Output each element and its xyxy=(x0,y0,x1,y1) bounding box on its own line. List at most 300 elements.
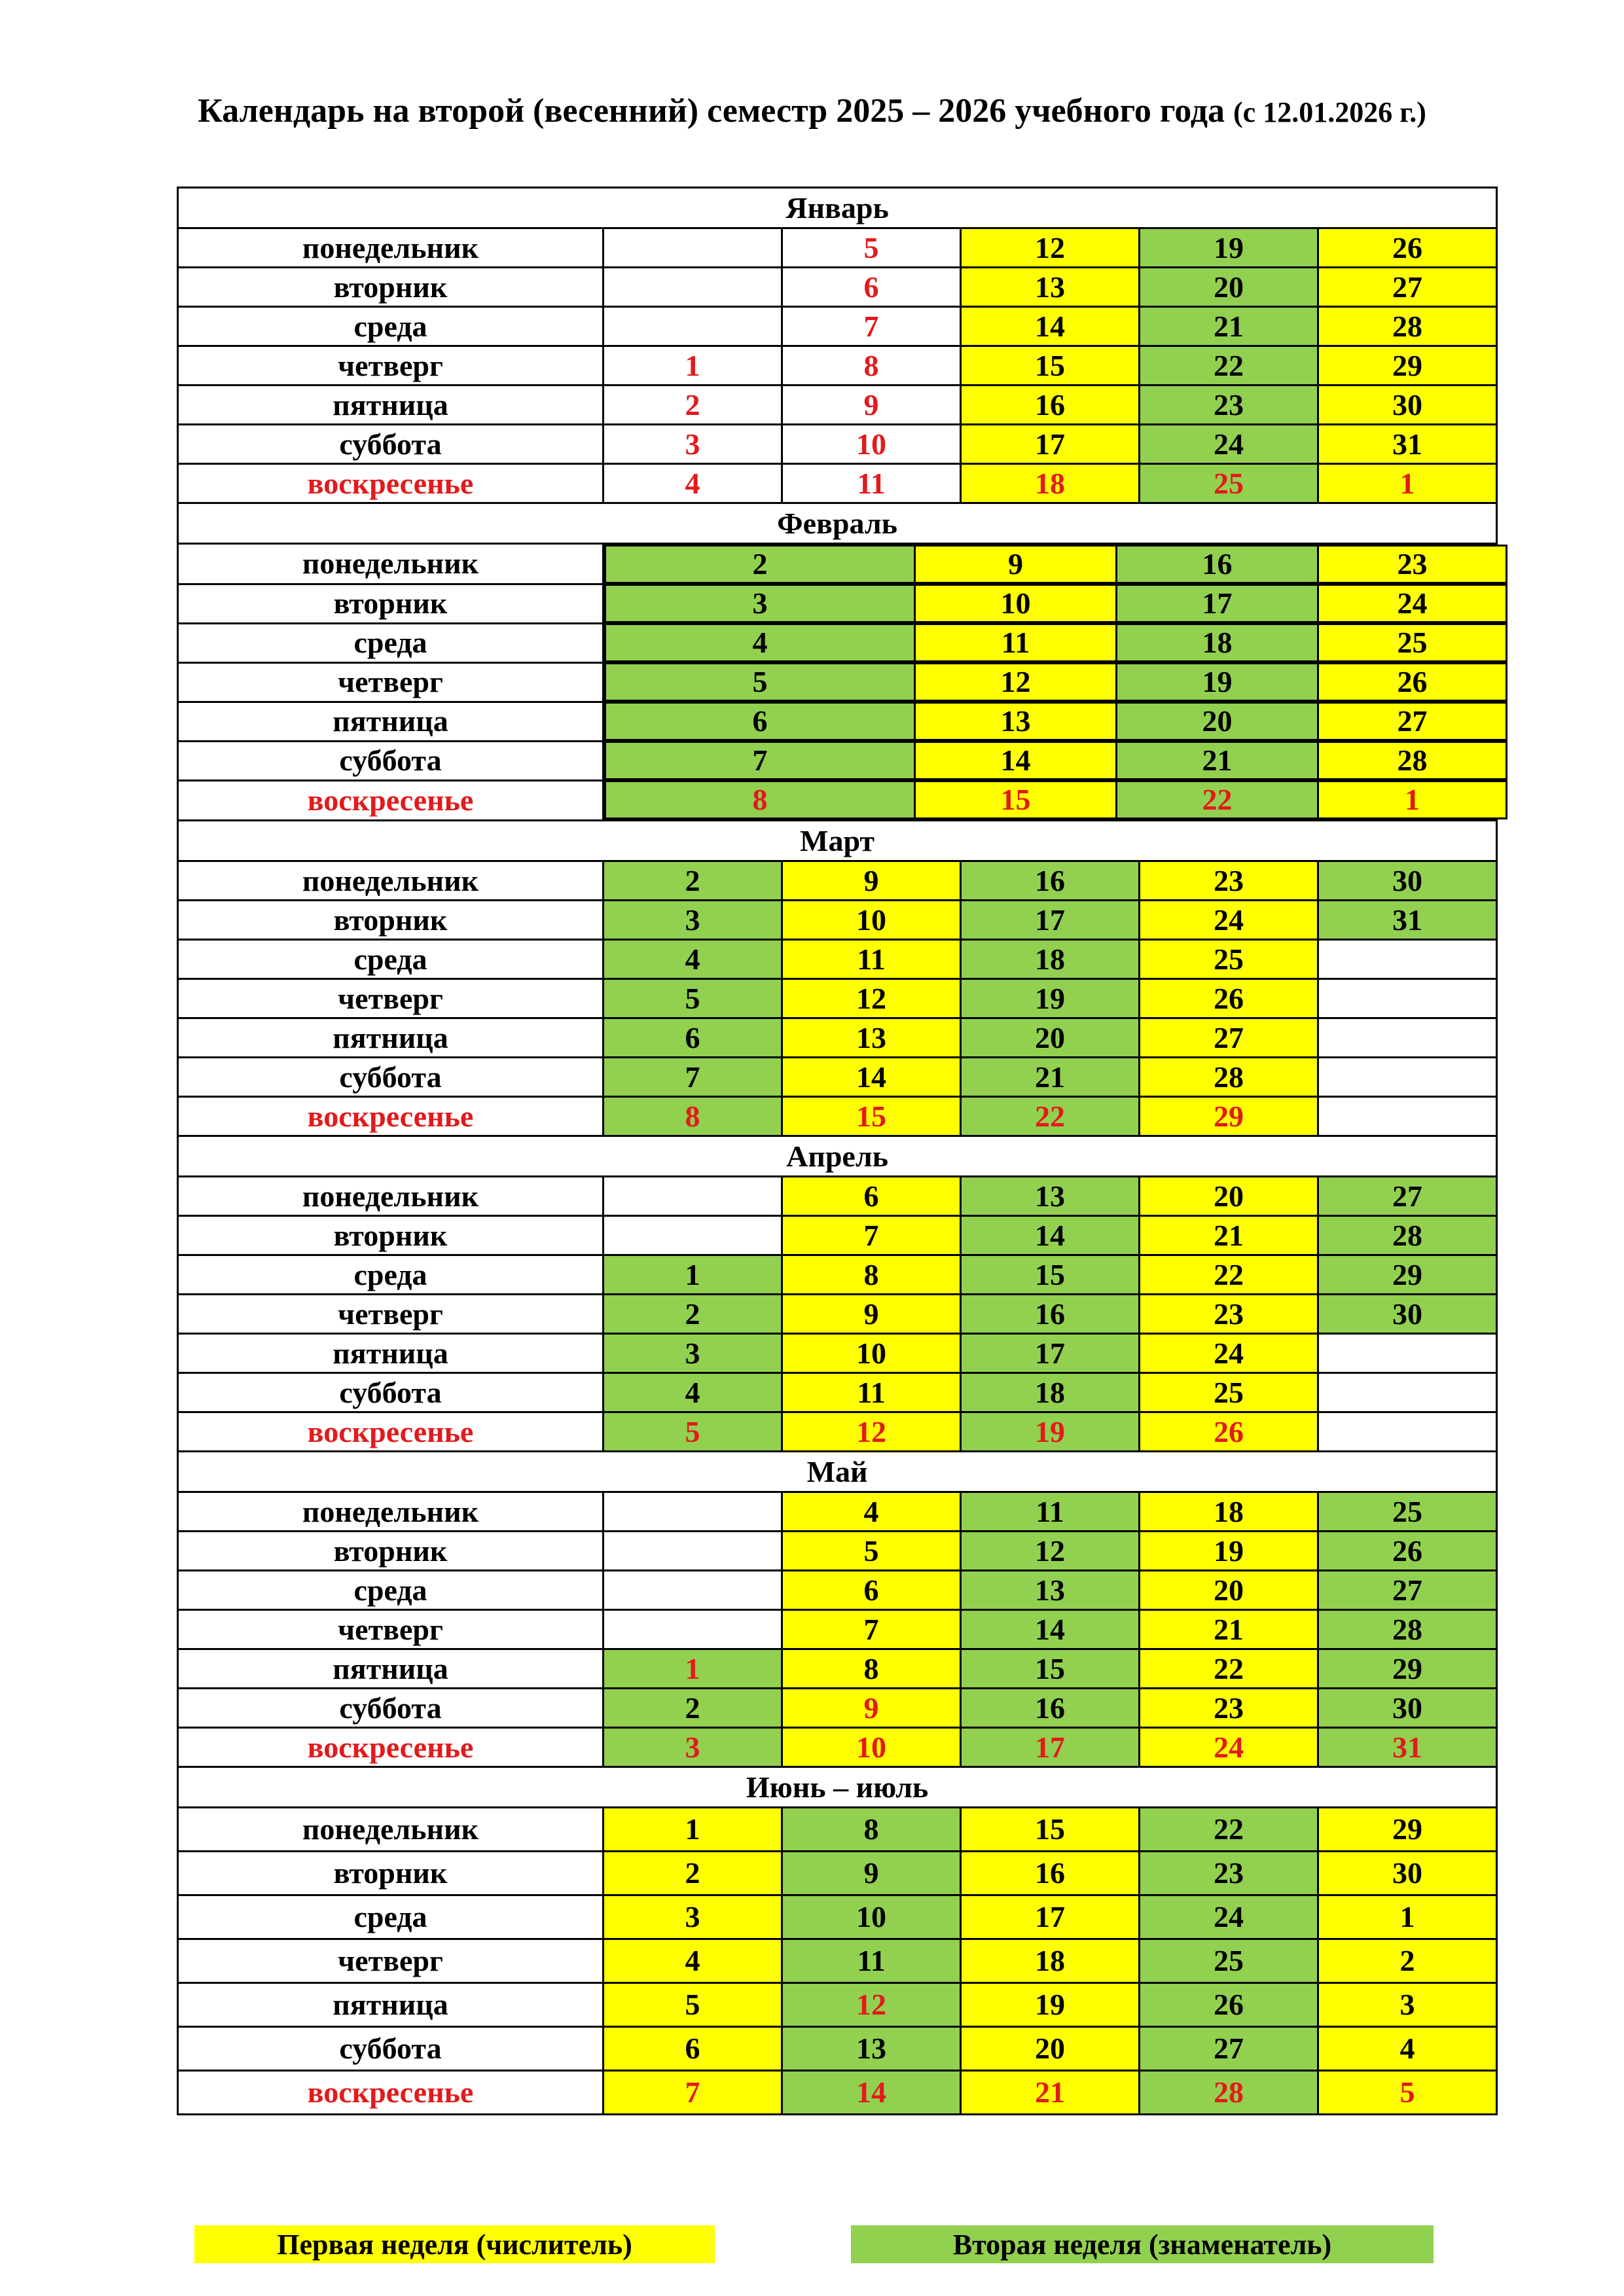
date-cell: 19 xyxy=(1140,228,1318,268)
date-cell: 26 xyxy=(1318,228,1497,268)
week-group-table xyxy=(604,702,1507,741)
date-cell: 17 xyxy=(961,901,1140,940)
day-row xyxy=(178,979,1497,1018)
date-cell: 29 xyxy=(1318,346,1497,386)
date-cell: 31 xyxy=(1318,901,1497,940)
day-row xyxy=(178,1983,1497,2027)
date-cell: 17 xyxy=(961,425,1140,464)
date-cell: 30 xyxy=(1318,386,1497,425)
date-cell: 19 xyxy=(961,979,1140,1018)
week-group-table xyxy=(604,623,1507,662)
date-cell: 16 xyxy=(961,861,1140,901)
weekday-label: четверг xyxy=(178,979,604,1018)
day-row xyxy=(178,464,1497,503)
date-cell: 26 xyxy=(1140,1983,1318,2027)
date-cell: 3 xyxy=(604,1334,782,1373)
date-cell: 4 xyxy=(604,940,782,979)
day-row xyxy=(178,584,1497,623)
date-cell: 8 xyxy=(782,1649,961,1689)
date-cell: 18 xyxy=(961,1939,1140,1983)
date-cell: 1 xyxy=(1318,464,1497,503)
day-row xyxy=(178,662,1497,702)
date-cell: 22 xyxy=(1140,1255,1318,1295)
date-cell: 13 xyxy=(961,268,1140,307)
date-cell: 24 xyxy=(1140,1895,1318,1939)
date-cell: 20 xyxy=(961,1018,1140,1058)
weekday-label: среда xyxy=(178,623,604,662)
day-row xyxy=(178,1610,1497,1649)
date-cell: 22 xyxy=(1140,346,1318,386)
day-row xyxy=(178,1808,1497,1852)
date-cell: 10 xyxy=(782,425,961,464)
date-cell: 19 xyxy=(961,1983,1140,2027)
date-cell: 26 xyxy=(1318,1532,1497,1571)
day-row xyxy=(178,1412,1497,1452)
date-cell: 21 xyxy=(1140,307,1318,346)
date-cell: 27 xyxy=(1318,1571,1497,1610)
week-group-row xyxy=(605,664,1507,701)
month-title: Февраль xyxy=(178,503,1497,544)
date-cell: 20 xyxy=(1140,268,1318,307)
date-cell: 23 xyxy=(1140,1852,1318,1895)
weekday-label: суббота xyxy=(178,425,604,464)
date-cell: 25 xyxy=(1140,940,1318,979)
date-cell: 13 xyxy=(961,1571,1140,1610)
date-cell: 5 xyxy=(782,1532,961,1571)
date-cell: 24 xyxy=(1140,1334,1318,1373)
date-cell: 21 xyxy=(961,1058,1140,1097)
date-cell: 8 xyxy=(782,346,961,386)
day-row xyxy=(178,1058,1497,1097)
date-cell: 3 xyxy=(604,901,782,940)
weekday-label: среда xyxy=(178,1571,604,1610)
date-cell: 12 xyxy=(915,664,1117,701)
week-group-row xyxy=(605,585,1507,622)
date-cell: 22 xyxy=(1140,1649,1318,1689)
weekday-label: вторник xyxy=(178,1532,604,1571)
date-cell: 1 xyxy=(604,1255,782,1295)
day-row xyxy=(178,346,1497,386)
date-cell: 6 xyxy=(605,703,915,740)
date-cell: 18 xyxy=(961,464,1140,503)
date-cell xyxy=(1318,1018,1497,1058)
weekday-label: вторник xyxy=(178,1216,604,1255)
date-cell xyxy=(604,1571,782,1610)
date-cell: 9 xyxy=(782,386,961,425)
date-cell: 13 xyxy=(915,703,1117,740)
date-cell: 17 xyxy=(961,1895,1140,1939)
weekday-label: четверг xyxy=(178,346,604,386)
day-row xyxy=(178,386,1497,425)
date-cell: 12 xyxy=(782,1983,961,2027)
date-cell: 7 xyxy=(782,1216,961,1255)
date-cell: 16 xyxy=(961,1295,1140,1334)
month-header-row xyxy=(178,188,1497,228)
day-row xyxy=(178,940,1497,979)
date-cell: 21 xyxy=(961,2071,1140,2115)
date-cell: 12 xyxy=(961,228,1140,268)
date-cell: 18 xyxy=(1117,624,1318,662)
day-row xyxy=(178,780,1497,821)
date-cell: 30 xyxy=(1318,1852,1497,1895)
date-cell: 1 xyxy=(604,1649,782,1689)
date-cell: 22 xyxy=(961,1097,1140,1136)
day-row xyxy=(178,741,1497,780)
day-row xyxy=(178,1255,1497,1295)
week-group xyxy=(604,544,1497,584)
day-row xyxy=(178,2071,1497,2115)
day-row xyxy=(178,1216,1497,1255)
date-cell: 31 xyxy=(1318,1728,1497,1767)
month-header-row xyxy=(178,1767,1497,1808)
date-cell: 28 xyxy=(1318,742,1507,780)
date-cell: 28 xyxy=(1318,307,1497,346)
date-cell: 5 xyxy=(782,228,961,268)
week-group-table xyxy=(604,741,1507,780)
date-cell: 3 xyxy=(1318,1983,1497,2027)
date-cell: 2 xyxy=(604,1852,782,1895)
date-cell: 9 xyxy=(782,861,961,901)
date-cell: 3 xyxy=(605,585,915,622)
day-row xyxy=(178,2027,1497,2071)
weekday-label: пятница xyxy=(178,1649,604,1689)
weekday-label: пятница xyxy=(178,1018,604,1058)
date-cell xyxy=(604,268,782,307)
weekday-label: суббота xyxy=(178,1373,604,1412)
weekday-label: среда xyxy=(178,940,604,979)
date-cell xyxy=(604,1216,782,1255)
legend-first-week-label: Первая неделя (числитель) xyxy=(277,2228,632,2261)
week-group-table xyxy=(604,584,1507,623)
month-header-row xyxy=(178,1452,1497,1492)
date-cell: 17 xyxy=(1117,585,1318,622)
title-main: Календарь на второй (весенний) семестр 2025 – 2026 учебного года xyxy=(198,92,1225,130)
date-cell: 12 xyxy=(782,979,961,1018)
date-cell: 12 xyxy=(961,1532,1140,1571)
date-cell: 25 xyxy=(1140,1373,1318,1412)
weekday-label: вторник xyxy=(178,584,604,623)
date-cell xyxy=(604,307,782,346)
date-cell: 23 xyxy=(1318,546,1507,583)
week-group-row xyxy=(605,546,1507,583)
weekday-label: четверг xyxy=(178,1939,604,1983)
week-group xyxy=(604,780,1497,821)
date-cell: 23 xyxy=(1140,1295,1318,1334)
date-cell: 8 xyxy=(605,781,915,819)
weekday-label: суббота xyxy=(178,1689,604,1728)
day-row xyxy=(178,1334,1497,1373)
date-cell: 26 xyxy=(1140,979,1318,1018)
date-cell xyxy=(1318,940,1497,979)
date-cell: 25 xyxy=(1140,1939,1318,1983)
date-cell: 5 xyxy=(604,1412,782,1452)
date-cell: 26 xyxy=(1140,1412,1318,1452)
date-cell: 18 xyxy=(961,940,1140,979)
weekday-label: четверг xyxy=(178,1610,604,1649)
date-cell: 21 xyxy=(1140,1216,1318,1255)
day-row xyxy=(178,228,1497,268)
date-cell: 7 xyxy=(605,742,915,780)
date-cell: 30 xyxy=(1318,1295,1497,1334)
month-title: Апрель xyxy=(178,1136,1497,1177)
date-cell: 8 xyxy=(604,1097,782,1136)
date-cell: 18 xyxy=(961,1373,1140,1412)
date-cell: 24 xyxy=(1140,1728,1318,1767)
date-cell: 18 xyxy=(1140,1492,1318,1532)
date-cell: 15 xyxy=(961,1649,1140,1689)
date-cell: 27 xyxy=(1140,1018,1318,1058)
date-cell: 14 xyxy=(961,1216,1140,1255)
weekday-label: воскресенье xyxy=(178,1412,604,1452)
date-cell xyxy=(604,228,782,268)
day-row xyxy=(178,623,1497,662)
date-cell: 9 xyxy=(782,1295,961,1334)
weekday-label: вторник xyxy=(178,1852,604,1895)
weekday-label: суббота xyxy=(178,1058,604,1097)
date-cell: 24 xyxy=(1140,425,1318,464)
date-cell: 6 xyxy=(604,1018,782,1058)
date-cell: 6 xyxy=(782,1571,961,1610)
date-cell: 19 xyxy=(961,1412,1140,1452)
date-cell: 13 xyxy=(782,2027,961,2071)
week-group-table xyxy=(604,780,1507,819)
date-cell: 15 xyxy=(961,346,1140,386)
date-cell xyxy=(604,1492,782,1532)
legend-second-week-label: Вторая неделя (знаменатель) xyxy=(952,2228,1332,2261)
semester-calendar-table xyxy=(177,187,1498,2115)
date-cell: 4 xyxy=(604,464,782,503)
date-cell: 16 xyxy=(1117,546,1318,583)
date-cell: 25 xyxy=(1140,464,1318,503)
weekday-label: четверг xyxy=(178,662,604,702)
month-title: Март xyxy=(178,821,1497,861)
weekday-label: четверг xyxy=(178,1295,604,1334)
date-cell: 20 xyxy=(1140,1177,1318,1216)
date-cell: 1 xyxy=(604,346,782,386)
day-row xyxy=(178,1728,1497,1767)
week-group xyxy=(604,662,1497,702)
weekday-label: суббота xyxy=(178,2027,604,2071)
date-cell: 15 xyxy=(961,1255,1140,1295)
date-cell: 4 xyxy=(782,1492,961,1532)
date-cell xyxy=(1318,1097,1497,1136)
date-cell: 15 xyxy=(961,1808,1140,1852)
day-row xyxy=(178,1018,1497,1058)
date-cell: 5 xyxy=(604,1983,782,2027)
date-cell: 8 xyxy=(782,1808,961,1852)
month-title: Июнь – июль xyxy=(178,1767,1497,1808)
weekday-label: пятница xyxy=(178,1983,604,2027)
date-cell: 23 xyxy=(1140,861,1318,901)
date-cell: 11 xyxy=(915,624,1117,662)
date-cell: 14 xyxy=(782,2071,961,2115)
day-row xyxy=(178,1895,1497,1939)
weekday-label: понедельник xyxy=(178,1808,604,1852)
date-cell: 6 xyxy=(782,1177,961,1216)
day-row xyxy=(178,1689,1497,1728)
date-cell: 4 xyxy=(605,624,915,662)
date-cell: 27 xyxy=(1140,2027,1318,2071)
weekday-label: воскресенье xyxy=(178,1097,604,1136)
date-cell: 21 xyxy=(1117,742,1318,780)
date-cell: 13 xyxy=(961,1177,1140,1216)
title-note: (с 12.01.2026 г.) xyxy=(1233,96,1426,128)
date-cell xyxy=(1318,1058,1497,1097)
week-group-table xyxy=(604,545,1507,584)
date-cell: 7 xyxy=(604,1058,782,1097)
date-cell: 11 xyxy=(782,940,961,979)
day-row xyxy=(178,1492,1497,1532)
weekday-label: воскресенье xyxy=(178,1728,604,1767)
week-group-table xyxy=(604,662,1507,702)
weekday-label: понедельник xyxy=(178,1492,604,1532)
date-cell: 2 xyxy=(1318,1939,1497,1983)
date-cell: 16 xyxy=(961,1852,1140,1895)
date-cell: 3 xyxy=(604,1728,782,1767)
week-group-row xyxy=(605,703,1507,740)
date-cell: 15 xyxy=(782,1097,961,1136)
date-cell: 2 xyxy=(604,861,782,901)
date-cell: 17 xyxy=(961,1728,1140,1767)
day-row xyxy=(178,1649,1497,1689)
date-cell: 7 xyxy=(782,1610,961,1649)
legend-second-week xyxy=(851,2225,1434,2263)
day-row xyxy=(178,1571,1497,1610)
date-cell: 10 xyxy=(915,585,1117,622)
date-cell: 14 xyxy=(961,1610,1140,1649)
date-cell: 11 xyxy=(782,1939,961,1983)
day-row xyxy=(178,1852,1497,1895)
date-cell: 4 xyxy=(1318,2027,1497,2071)
date-cell xyxy=(604,1610,782,1649)
date-cell: 5 xyxy=(604,979,782,1018)
date-cell: 29 xyxy=(1140,1097,1318,1136)
weekday-label: среда xyxy=(178,307,604,346)
date-cell: 15 xyxy=(915,781,1117,819)
date-cell: 14 xyxy=(782,1058,961,1097)
date-cell: 10 xyxy=(782,1728,961,1767)
date-cell: 20 xyxy=(961,2027,1140,2071)
weekday-label: среда xyxy=(178,1255,604,1295)
date-cell: 14 xyxy=(961,307,1140,346)
date-cell xyxy=(604,1177,782,1216)
date-cell: 2 xyxy=(605,546,915,583)
date-cell: 23 xyxy=(1140,1689,1318,1728)
date-cell: 22 xyxy=(1140,1808,1318,1852)
date-cell: 12 xyxy=(782,1412,961,1452)
weekday-label: пятница xyxy=(178,702,604,741)
date-cell: 20 xyxy=(1140,1571,1318,1610)
weekday-label: понедельник xyxy=(178,544,604,584)
weekday-label: вторник xyxy=(178,901,604,940)
weekday-label: пятница xyxy=(178,1334,604,1373)
date-cell: 24 xyxy=(1140,901,1318,940)
day-row xyxy=(178,1097,1497,1136)
date-cell: 30 xyxy=(1318,861,1497,901)
date-cell: 16 xyxy=(961,1689,1140,1728)
day-row xyxy=(178,307,1497,346)
date-cell: 25 xyxy=(1318,624,1507,662)
date-cell: 19 xyxy=(1140,1532,1318,1571)
day-row xyxy=(178,702,1497,741)
date-cell: 14 xyxy=(915,742,1117,780)
date-cell: 17 xyxy=(961,1334,1140,1373)
date-cell: 10 xyxy=(782,901,961,940)
date-cell: 29 xyxy=(1318,1649,1497,1689)
date-cell: 28 xyxy=(1318,1610,1497,1649)
date-cell: 7 xyxy=(604,2071,782,2115)
week-group-row xyxy=(605,624,1507,662)
date-cell: 11 xyxy=(782,1373,961,1412)
date-cell: 13 xyxy=(782,1018,961,1058)
month-header-row xyxy=(178,1136,1497,1177)
weekday-label: пятница xyxy=(178,386,604,425)
document-title xyxy=(0,92,1624,130)
date-cell: 30 xyxy=(1318,1689,1497,1728)
legend-first-week xyxy=(194,2225,715,2263)
date-cell: 22 xyxy=(1117,781,1318,819)
weekday-label: суббота xyxy=(178,741,604,780)
date-cell xyxy=(1318,1334,1497,1373)
weekday-label: воскресенье xyxy=(178,780,604,821)
date-cell: 26 xyxy=(1318,664,1507,701)
date-cell: 27 xyxy=(1318,1177,1497,1216)
date-cell: 28 xyxy=(1140,1058,1318,1097)
date-cell: 8 xyxy=(782,1255,961,1295)
date-cell: 3 xyxy=(604,1895,782,1939)
day-row xyxy=(178,268,1497,307)
week-group-row xyxy=(605,742,1507,780)
week-group xyxy=(604,584,1497,623)
date-cell: 27 xyxy=(1318,268,1497,307)
day-row xyxy=(178,1373,1497,1412)
date-cell xyxy=(1318,979,1497,1018)
date-cell: 29 xyxy=(1318,1255,1497,1295)
date-cell: 28 xyxy=(1318,1216,1497,1255)
weekday-label: понедельник xyxy=(178,861,604,901)
date-cell: 4 xyxy=(604,1373,782,1412)
week-group xyxy=(604,702,1497,741)
date-cell: 10 xyxy=(782,1334,961,1373)
date-cell: 16 xyxy=(961,386,1140,425)
day-row xyxy=(178,1939,1497,1983)
day-row xyxy=(178,1295,1497,1334)
date-cell: 11 xyxy=(782,464,961,503)
day-row xyxy=(178,1177,1497,1216)
month-title: Январь xyxy=(178,188,1497,228)
day-row xyxy=(178,1532,1497,1571)
date-cell: 4 xyxy=(604,1939,782,1983)
date-cell: 19 xyxy=(1117,664,1318,701)
date-cell xyxy=(604,1532,782,1571)
date-cell: 20 xyxy=(1117,703,1318,740)
date-cell: 6 xyxy=(604,2027,782,2071)
date-cell: 24 xyxy=(1318,585,1507,622)
date-cell: 9 xyxy=(782,1852,961,1895)
weekday-label: воскресенье xyxy=(178,464,604,503)
date-cell: 9 xyxy=(782,1689,961,1728)
date-cell: 2 xyxy=(604,1689,782,1728)
date-cell: 11 xyxy=(961,1492,1140,1532)
month-title: Май xyxy=(178,1452,1497,1492)
weekday-label: понедельник xyxy=(178,1177,604,1216)
date-cell: 1 xyxy=(604,1808,782,1852)
date-cell: 1 xyxy=(1318,781,1507,819)
date-cell: 21 xyxy=(1140,1610,1318,1649)
date-cell xyxy=(1318,1412,1497,1452)
week-group xyxy=(604,623,1497,662)
date-cell: 6 xyxy=(782,268,961,307)
